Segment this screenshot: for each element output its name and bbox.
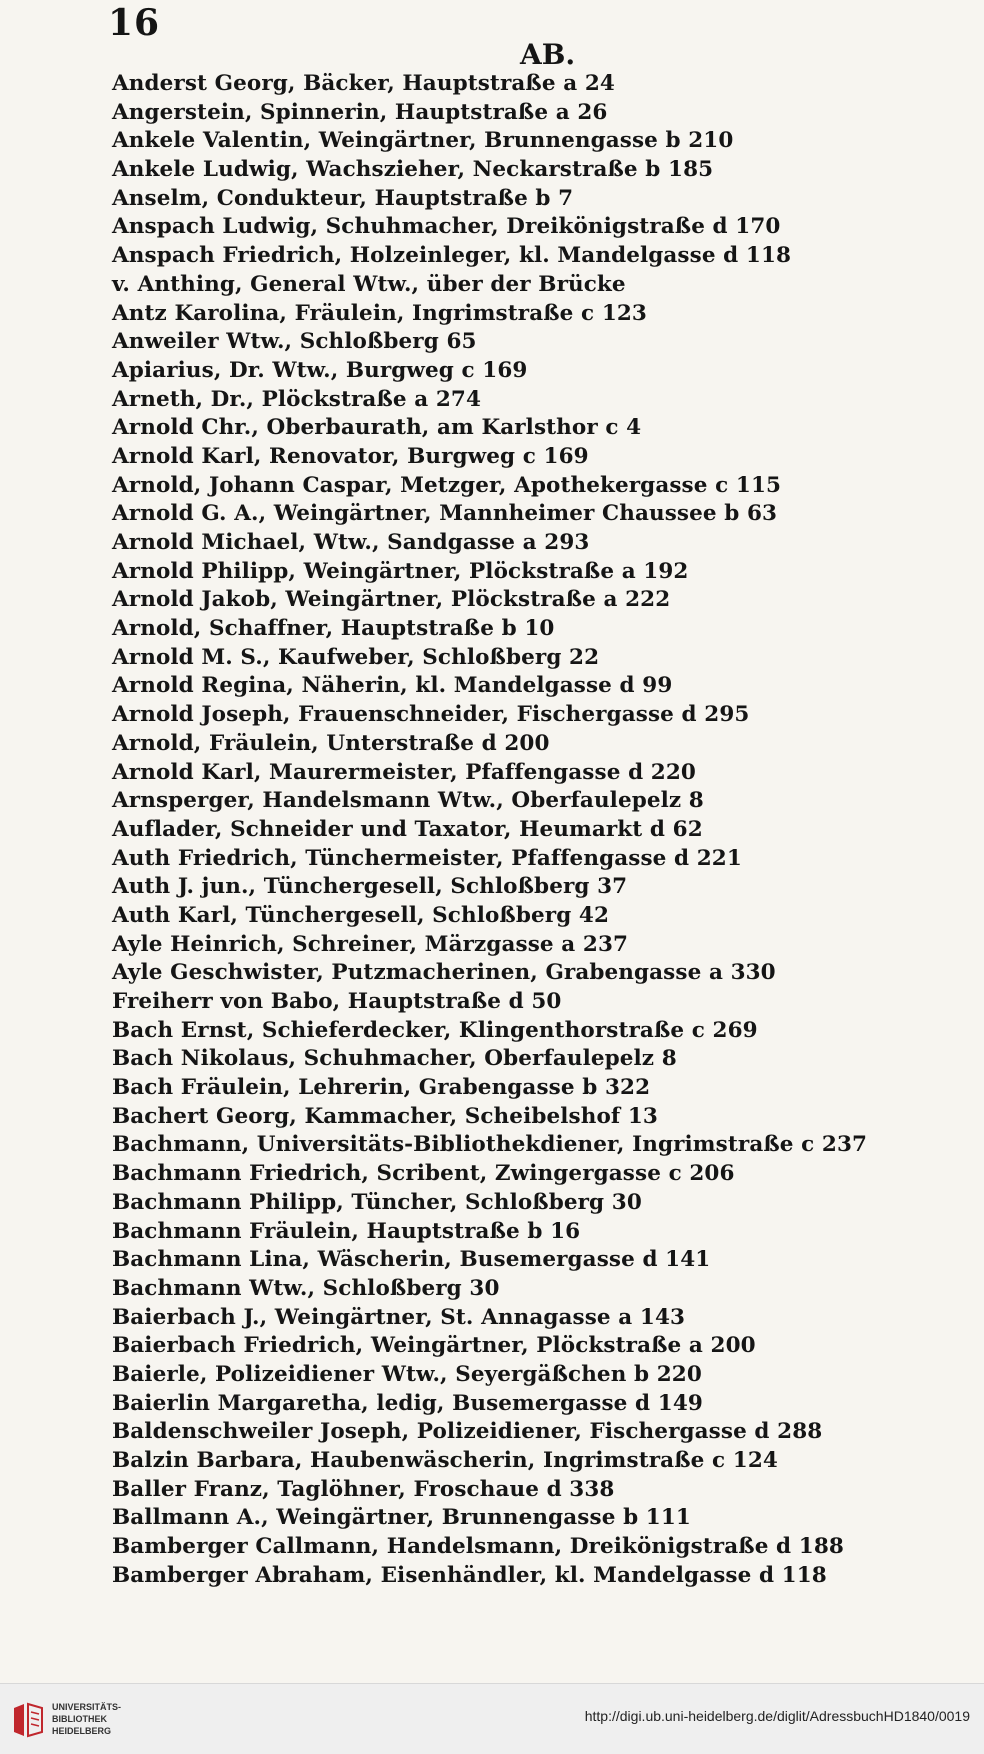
address-entry: Auth Karl, Tünchergesell, Schloßberg 42: [112, 902, 610, 928]
logo-line: UNIVERSITÄTS-: [52, 1702, 122, 1712]
logo-line: HEIDELBERG: [52, 1726, 112, 1736]
library-logo[interactable]: [10, 1698, 130, 1742]
address-entry: Baierbach J., Weingärtner, St. Annagasse a 143: [112, 1304, 686, 1330]
address-entry: Freiherr von Babo, Hauptstraße d 50: [112, 989, 562, 1014]
library-footer: [0, 1683, 984, 1754]
address-entry: Bachmann Philipp, Tüncher, Schloßberg 30: [112, 1189, 642, 1215]
address-entry: Anspach Ludwig, Schuhmacher, Dreikönigstraße d 170: [112, 214, 781, 240]
address-entry: Anweiler Wtw., Schloßberg 65: [112, 329, 477, 355]
address-entry: Arnold Jakob, Weingärtner, Plöckstraße a 222: [112, 587, 671, 613]
address-entry: Bamberger Callmann, Handelsmann, Dreikönigstraße d 188: [112, 1534, 844, 1560]
address-entry: Apiarius, Dr. Wtw., Burgweg c 169: [112, 357, 528, 383]
library-logo-text: [52, 1701, 121, 1737]
address-entry: Ankele Valentin, Weingärtner, Brunnengasse b 210: [112, 128, 734, 154]
address-entry: Arnold Karl, Maurermeister, Pfaffengasse d 220: [112, 759, 696, 785]
address-entry: Arnold Philipp, Weingärtner, Plöckstraße a 192: [112, 558, 689, 584]
address-entry: Ayle Geschwister, Putzmacherinen, Grabengasse a 330: [112, 960, 776, 986]
address-entry: Bachert Georg, Kammacher, Scheibelshof 13: [112, 1103, 658, 1129]
address-entry: Bachmann, Universitäts-Bibliothekdiener, Ingrimstraße c 237: [112, 1132, 868, 1158]
address-entry: Baldenschweiler Joseph, Polizeidiener, Fischergasse d 288: [112, 1419, 823, 1445]
address-entry-list: [112, 70, 972, 1590]
address-entry: Ballmann A., Weingärtner, Brunnengasse b 111: [112, 1505, 691, 1531]
page-number: 16: [108, 2, 161, 44]
address-entry: Baierbach Friedrich, Weingärtner, Plöckstraße a 200: [112, 1333, 756, 1359]
address-entry: Arnold Regina, Näherin, kl. Mandelgasse d 99: [112, 673, 673, 699]
address-entry: Baierle, Polizeidiener Wtw., Seyergäßchen b 220: [112, 1361, 702, 1387]
library-seal-icon: [10, 1700, 46, 1740]
address-entry: Bach Nikolaus, Schuhmacher, Oberfaulepelz 8: [112, 1046, 677, 1072]
permalink-url[interactable]: http://digi.ub.uni-heidelberg.de/diglit/AdressbuchHD1840/0019: [584, 1708, 970, 1724]
address-entry: Bachmann Wtw., Schloßberg 30: [112, 1275, 500, 1301]
address-entry: Ayle Heinrich, Schreiner, Märzgasse a 237: [112, 931, 629, 957]
address-entry: Antz Karolina, Fräulein, Ingrimstraße c 123: [112, 300, 647, 326]
address-entry: Arnold, Schaffner, Hauptstraße b 10: [112, 616, 555, 642]
address-entry: Arnold Joseph, Frauenschneider, Fischergasse d 295: [112, 702, 750, 728]
address-entry: Arneth, Dr., Plöckstraße a 274: [112, 386, 482, 412]
address-entry: Bach Fräulein, Lehrerin, Grabengasse b 322: [112, 1075, 651, 1101]
address-entry: Arnold M. S., Kaufweber, Schloßberg 22: [112, 644, 600, 670]
address-entry: Auflader, Schneider und Taxator, Heumarkt d 62: [112, 816, 703, 842]
address-entry: Arnsperger, Handelsmann Wtw., Oberfaulepelz 8: [112, 788, 704, 814]
address-entry: Arnold G. A., Weingärtner, Mannheimer Chaussee b 63: [112, 501, 778, 527]
address-entry: v. Anthing, General Wtw., über der Brücke: [112, 271, 626, 297]
address-entry: Baierlin Margaretha, ledig, Busemergasse d 149: [112, 1390, 703, 1416]
address-entry: Bach Ernst, Schieferdecker, Klingenthorstraße c 269: [112, 1017, 758, 1043]
section-heading: AB.: [520, 38, 576, 71]
address-entry: Arnold, Johann Caspar, Metzger, Apothekergasse c 115: [112, 472, 782, 498]
address-entry: Bamberger Abraham, Eisenhändler, kl. Mandelgasse d 118: [112, 1562, 827, 1588]
address-entry: Arnold, Fräulein, Unterstraße d 200: [112, 730, 550, 756]
address-entry: Arnold Karl, Renovator, Burgweg c 169: [112, 443, 589, 469]
address-entry: Bachmann Friedrich, Scribent, Zwingergasse c 206: [112, 1161, 735, 1187]
address-entry: Anspach Friedrich, Holzeinleger, kl. Mandelgasse d 118: [112, 243, 792, 269]
address-entry: Anselm, Condukteur, Hauptstraße b 7: [112, 185, 574, 211]
address-entry: Baller Franz, Taglöhner, Froschaue d 338: [112, 1476, 615, 1502]
address-entry: Auth Friedrich, Tünchermeister, Pfaffengasse d 221: [112, 845, 742, 871]
address-entry: Bachmann Fräulein, Hauptstraße b 16: [112, 1218, 581, 1244]
address-entry: Arnold Michael, Wtw., Sandgasse a 293: [112, 530, 590, 555]
address-entry: Arnold Chr., Oberbaurath, am Karlsthor c 4: [112, 415, 642, 441]
logo-line: BIBLIOTHEK: [52, 1714, 107, 1724]
address-entry: Angerstein, Spinnerin, Hauptstraße a 26: [112, 99, 608, 125]
address-entry: Bachmann Lina, Wäscherin, Busemergasse d 141: [112, 1247, 711, 1273]
address-entry: Auth J. jun., Tünchergesell, Schloßberg 37: [112, 874, 628, 900]
address-entry: Balzin Barbara, Haubenwäscherin, Ingrimstraße c 124: [112, 1448, 778, 1473]
address-entry: Anderst Georg, Bäcker, Hauptstraße a 24: [112, 71, 615, 96]
address-entry: Ankele Ludwig, Wachszieher, Neckarstraße b 185: [112, 157, 714, 183]
